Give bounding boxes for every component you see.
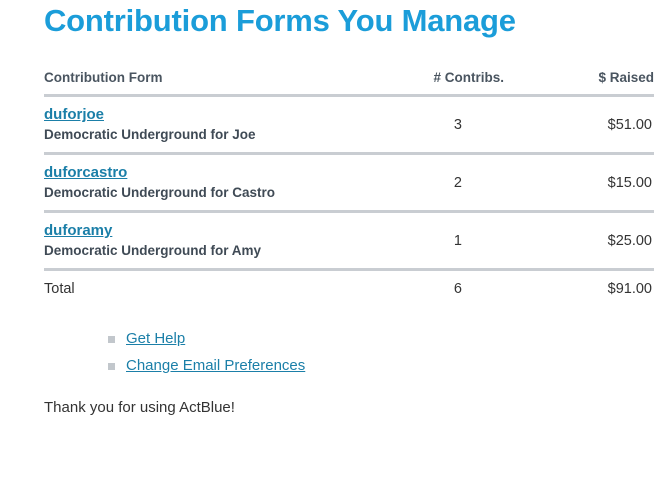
- raised-amount: $25.00: [504, 212, 654, 270]
- contribs-count: 3: [374, 96, 504, 154]
- table-row: [44, 212, 654, 270]
- form-cell: [44, 96, 374, 154]
- form-link-duforcastro[interactable]: duforcastro: [44, 164, 128, 181]
- raised-amount: $51.00: [504, 96, 654, 154]
- form-link-duforamy[interactable]: duforamy: [44, 222, 113, 239]
- table-row: [44, 96, 654, 154]
- footer-links-list: [14, 328, 641, 377]
- total-contribs: 6: [453, 281, 462, 297]
- contribution-forms-table: [44, 66, 654, 306]
- form-cell: [44, 154, 374, 212]
- column-header-contribs: # Contribs.: [374, 66, 504, 96]
- table-total-row: [44, 270, 654, 307]
- table-header-row: [44, 66, 654, 96]
- form-link-duforjoe[interactable]: duforjoe: [44, 106, 104, 123]
- table-row: [44, 154, 654, 212]
- form-description: Democratic Underground for Joe: [44, 127, 256, 142]
- form-description: Democratic Underground for Amy: [44, 243, 262, 258]
- form-description: Democratic Underground for Castro: [44, 185, 276, 200]
- total-raised: $91.00: [607, 281, 652, 297]
- total-label: Total: [44, 281, 75, 297]
- get-help-link[interactable]: Get Help: [126, 330, 186, 347]
- thank-you-text: Thank you for using ActBlue!: [44, 399, 235, 416]
- column-header-form: Contribution Form: [44, 66, 374, 96]
- change-email-preferences-link[interactable]: Change Email Preferences: [126, 357, 306, 374]
- list-item: [126, 355, 641, 377]
- column-header-raised: $ Raised: [504, 66, 654, 96]
- list-item: [126, 328, 641, 350]
- contribs-count: 2: [374, 154, 504, 212]
- contribs-count: 1: [374, 212, 504, 270]
- page-title: Contribution Forms You Manage: [44, 3, 516, 38]
- raised-amount: $15.00: [504, 154, 654, 212]
- form-cell: [44, 212, 374, 270]
